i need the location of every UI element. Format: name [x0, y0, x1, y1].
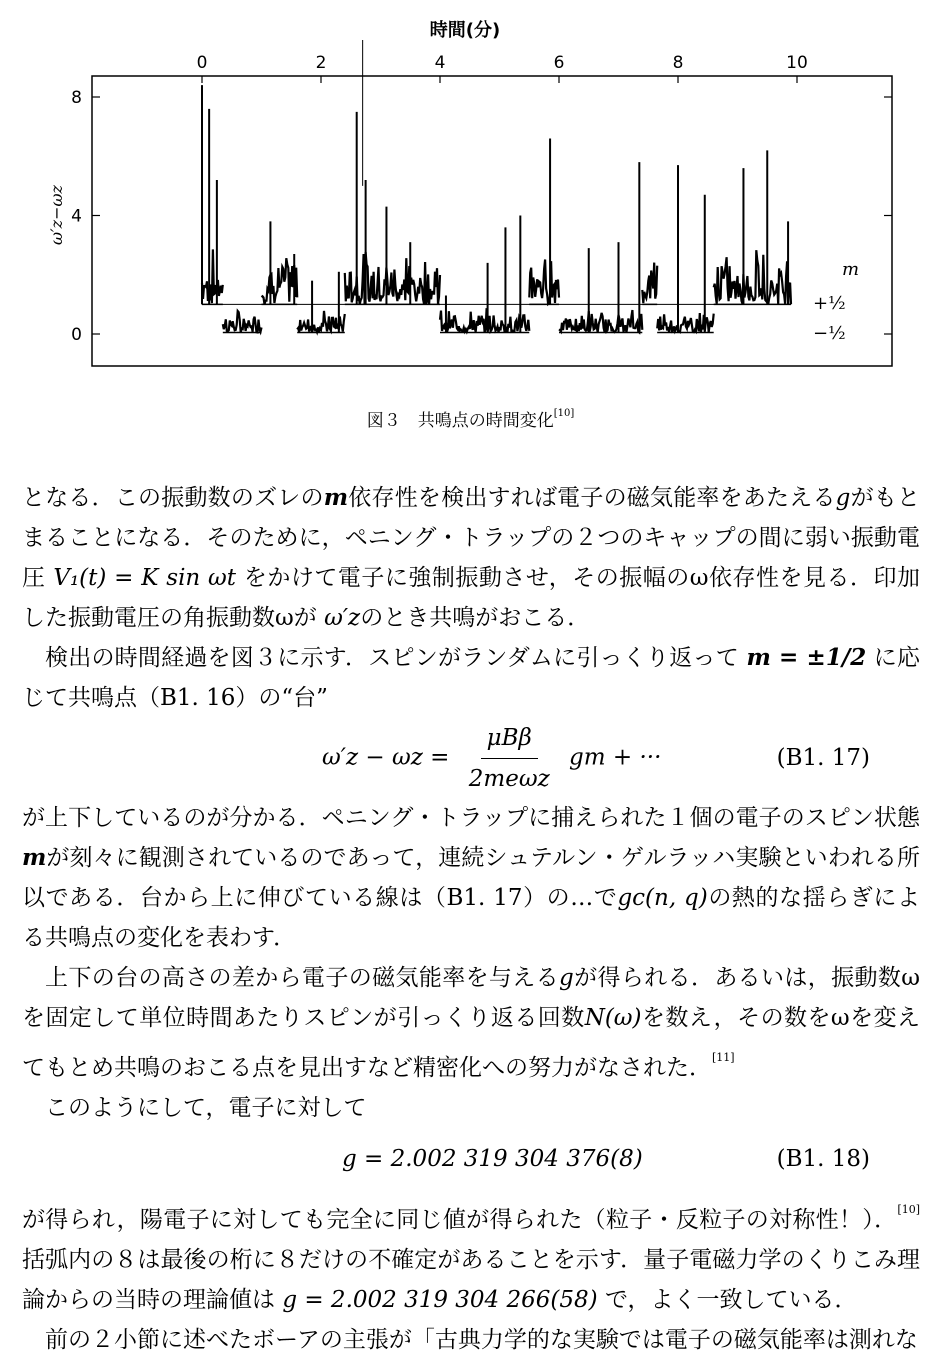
- segment-noise: [262, 258, 298, 304]
- p3-text-c: の熱的な揺らぎによる共鳴点の変化を表わす．: [22, 885, 920, 951]
- y-tick-label: 8: [71, 88, 82, 108]
- eq18-formula: g = 2.002 319 304 376(8): [342, 1146, 643, 1172]
- paragraph-1: [22, 478, 920, 638]
- p6-reference: [10]: [897, 1203, 920, 1216]
- m-label: m: [842, 259, 860, 280]
- segment-noise: [714, 250, 791, 304]
- p3-symbol-m: m: [22, 844, 47, 871]
- figure-caption: [0, 406, 941, 431]
- p1-text-c: がもとまることになる．そのために，ペニング・トラップの２つのキャップの間に弱い振動電圧: [22, 485, 921, 591]
- x-tick-label: 2: [315, 53, 327, 73]
- eq17-fraction: [463, 718, 556, 799]
- eq17-formula: [322, 718, 661, 799]
- segment-noise: [559, 310, 642, 332]
- p1-text-b: 依存性を検出すれば電子の磁気能率をあたえる: [348, 485, 836, 511]
- p4-text-a: 上下の台の高さの差から電子の磁気能率を与える: [45, 965, 560, 991]
- segment-noise: [202, 249, 223, 303]
- x-tick-label: 0: [196, 53, 208, 73]
- p7-text: 前の２小節に述べたボーアの主張が「古典力学的な実験では電子の磁気能率は測れな: [45, 1327, 918, 1353]
- plus-half-label: +½: [813, 293, 846, 314]
- p6-text-b: 括弧内の８は最後の桁に８だけの不確定があることを示す．量子電磁力学のくりこみ理論からの当時の理論値は: [22, 1247, 920, 1313]
- p5-text: このようにして，電子に対して: [45, 1095, 367, 1121]
- equation-b1-18: [22, 1128, 920, 1190]
- eq17-tag: (B1. 17): [776, 745, 870, 771]
- eq17-lhs: ω′z − ωz =: [322, 744, 450, 770]
- eq18-tag: (B1. 18): [776, 1146, 870, 1172]
- p3-text-b: が刻々に観測されているのであって，連続シュテルン・ゲルラッハ実験といわれる所以である．台から上に伸びている線は（B1. 17）の…で: [22, 845, 920, 911]
- segment-noise: [642, 263, 657, 303]
- p1-symbol-g: g: [835, 485, 851, 511]
- trace-group: [202, 40, 791, 333]
- p6-theory-value: g = 2.002 319 304 266(58): [282, 1287, 598, 1313]
- p4-symbol-g: g: [559, 965, 574, 991]
- p3-gc-function: gc(n, q): [617, 885, 708, 911]
- x-tick-label: 4: [434, 53, 446, 73]
- paragraph-3: [22, 798, 920, 958]
- y-tick-label: 0: [71, 325, 82, 345]
- equation-b1-17: [22, 718, 920, 798]
- minus-half-label: −½: [813, 323, 846, 344]
- x-tick-label: 8: [672, 53, 684, 73]
- paragraph-7: [22, 1320, 920, 1360]
- p1-text-e: のとき共鳴がおこる．: [360, 605, 591, 631]
- p4-reference: [11]: [712, 1051, 735, 1064]
- p2-text-a: 検出の時間経過を図３に示す．スピンがランダムに引っくり返って: [45, 645, 739, 671]
- top-axis-title: 時間(分): [429, 20, 501, 41]
- eq17-rhs: gm + ···: [569, 744, 662, 770]
- p1-text-a: となる．この振動数のズレの: [22, 485, 324, 511]
- p1-text-d: をかけて電子に強制振動させ，その振幅のω依存性を見る．印加した振動電圧の角振動数ωが: [22, 565, 921, 631]
- resonance-figure: [0, 0, 941, 440]
- p1-omega-prime: ω′z: [324, 605, 361, 631]
- x-tick-label: 6: [553, 53, 565, 73]
- body-text: [22, 478, 920, 1360]
- segment-noise: [297, 311, 345, 332]
- x-tick-group: [197, 53, 808, 83]
- y-tick-group: [71, 88, 892, 345]
- paragraph-5: [22, 1088, 920, 1128]
- y-axis-label: ω′z−ωz: [47, 185, 66, 245]
- segment-noise: [223, 311, 262, 332]
- p4-text-b: が得られる．あるいは，振動数ωを固定して単位時間あたりスピンが引っくり返る回数: [22, 965, 920, 1031]
- eq17-numerator: μBβ: [481, 718, 538, 759]
- p1-symbol-m: m: [323, 484, 349, 511]
- p2-text-b: に応じて共鳴点（B1. 16）の“台”: [22, 645, 921, 711]
- segment-noise: [529, 260, 559, 305]
- segment-noise: [345, 252, 440, 304]
- p4-text-c: を数え，その数をωを変えてもとめ共鳴のおこる点を見出すなど精密化への努力がなされた．: [22, 1005, 920, 1081]
- p2-m-values: m = ±1/2: [746, 644, 867, 671]
- y-tick-label: 4: [71, 206, 82, 227]
- p6-text-c: で，よく一致している．: [604, 1287, 858, 1313]
- paragraph-4: [22, 958, 920, 1088]
- p1-voltage-formula: V₁(t) = K sin ωt: [53, 565, 237, 591]
- p6-text-a: が得られ，陽電子に対しても完全に同じ値が得られた（粒子・反粒子の対称性！）．: [22, 1207, 898, 1233]
- paragraph-6: [22, 1190, 920, 1320]
- caption-text: 図３ 共鳴点の時間変化: [366, 411, 554, 431]
- resonance-chart: [0, 0, 941, 400]
- x-tick-label: 10: [786, 53, 808, 73]
- caption-ref: [10]: [553, 408, 575, 419]
- p3-text-a: が上下しているのが分かる．ペニング・トラップに捕えられた１個の電子のスピン状態: [22, 805, 920, 831]
- paragraph-2: [22, 638, 920, 718]
- segment-noise: [440, 308, 529, 332]
- eq17-denominator: 2meωz: [468, 765, 550, 792]
- p4-n-omega: N(ω): [584, 1005, 642, 1031]
